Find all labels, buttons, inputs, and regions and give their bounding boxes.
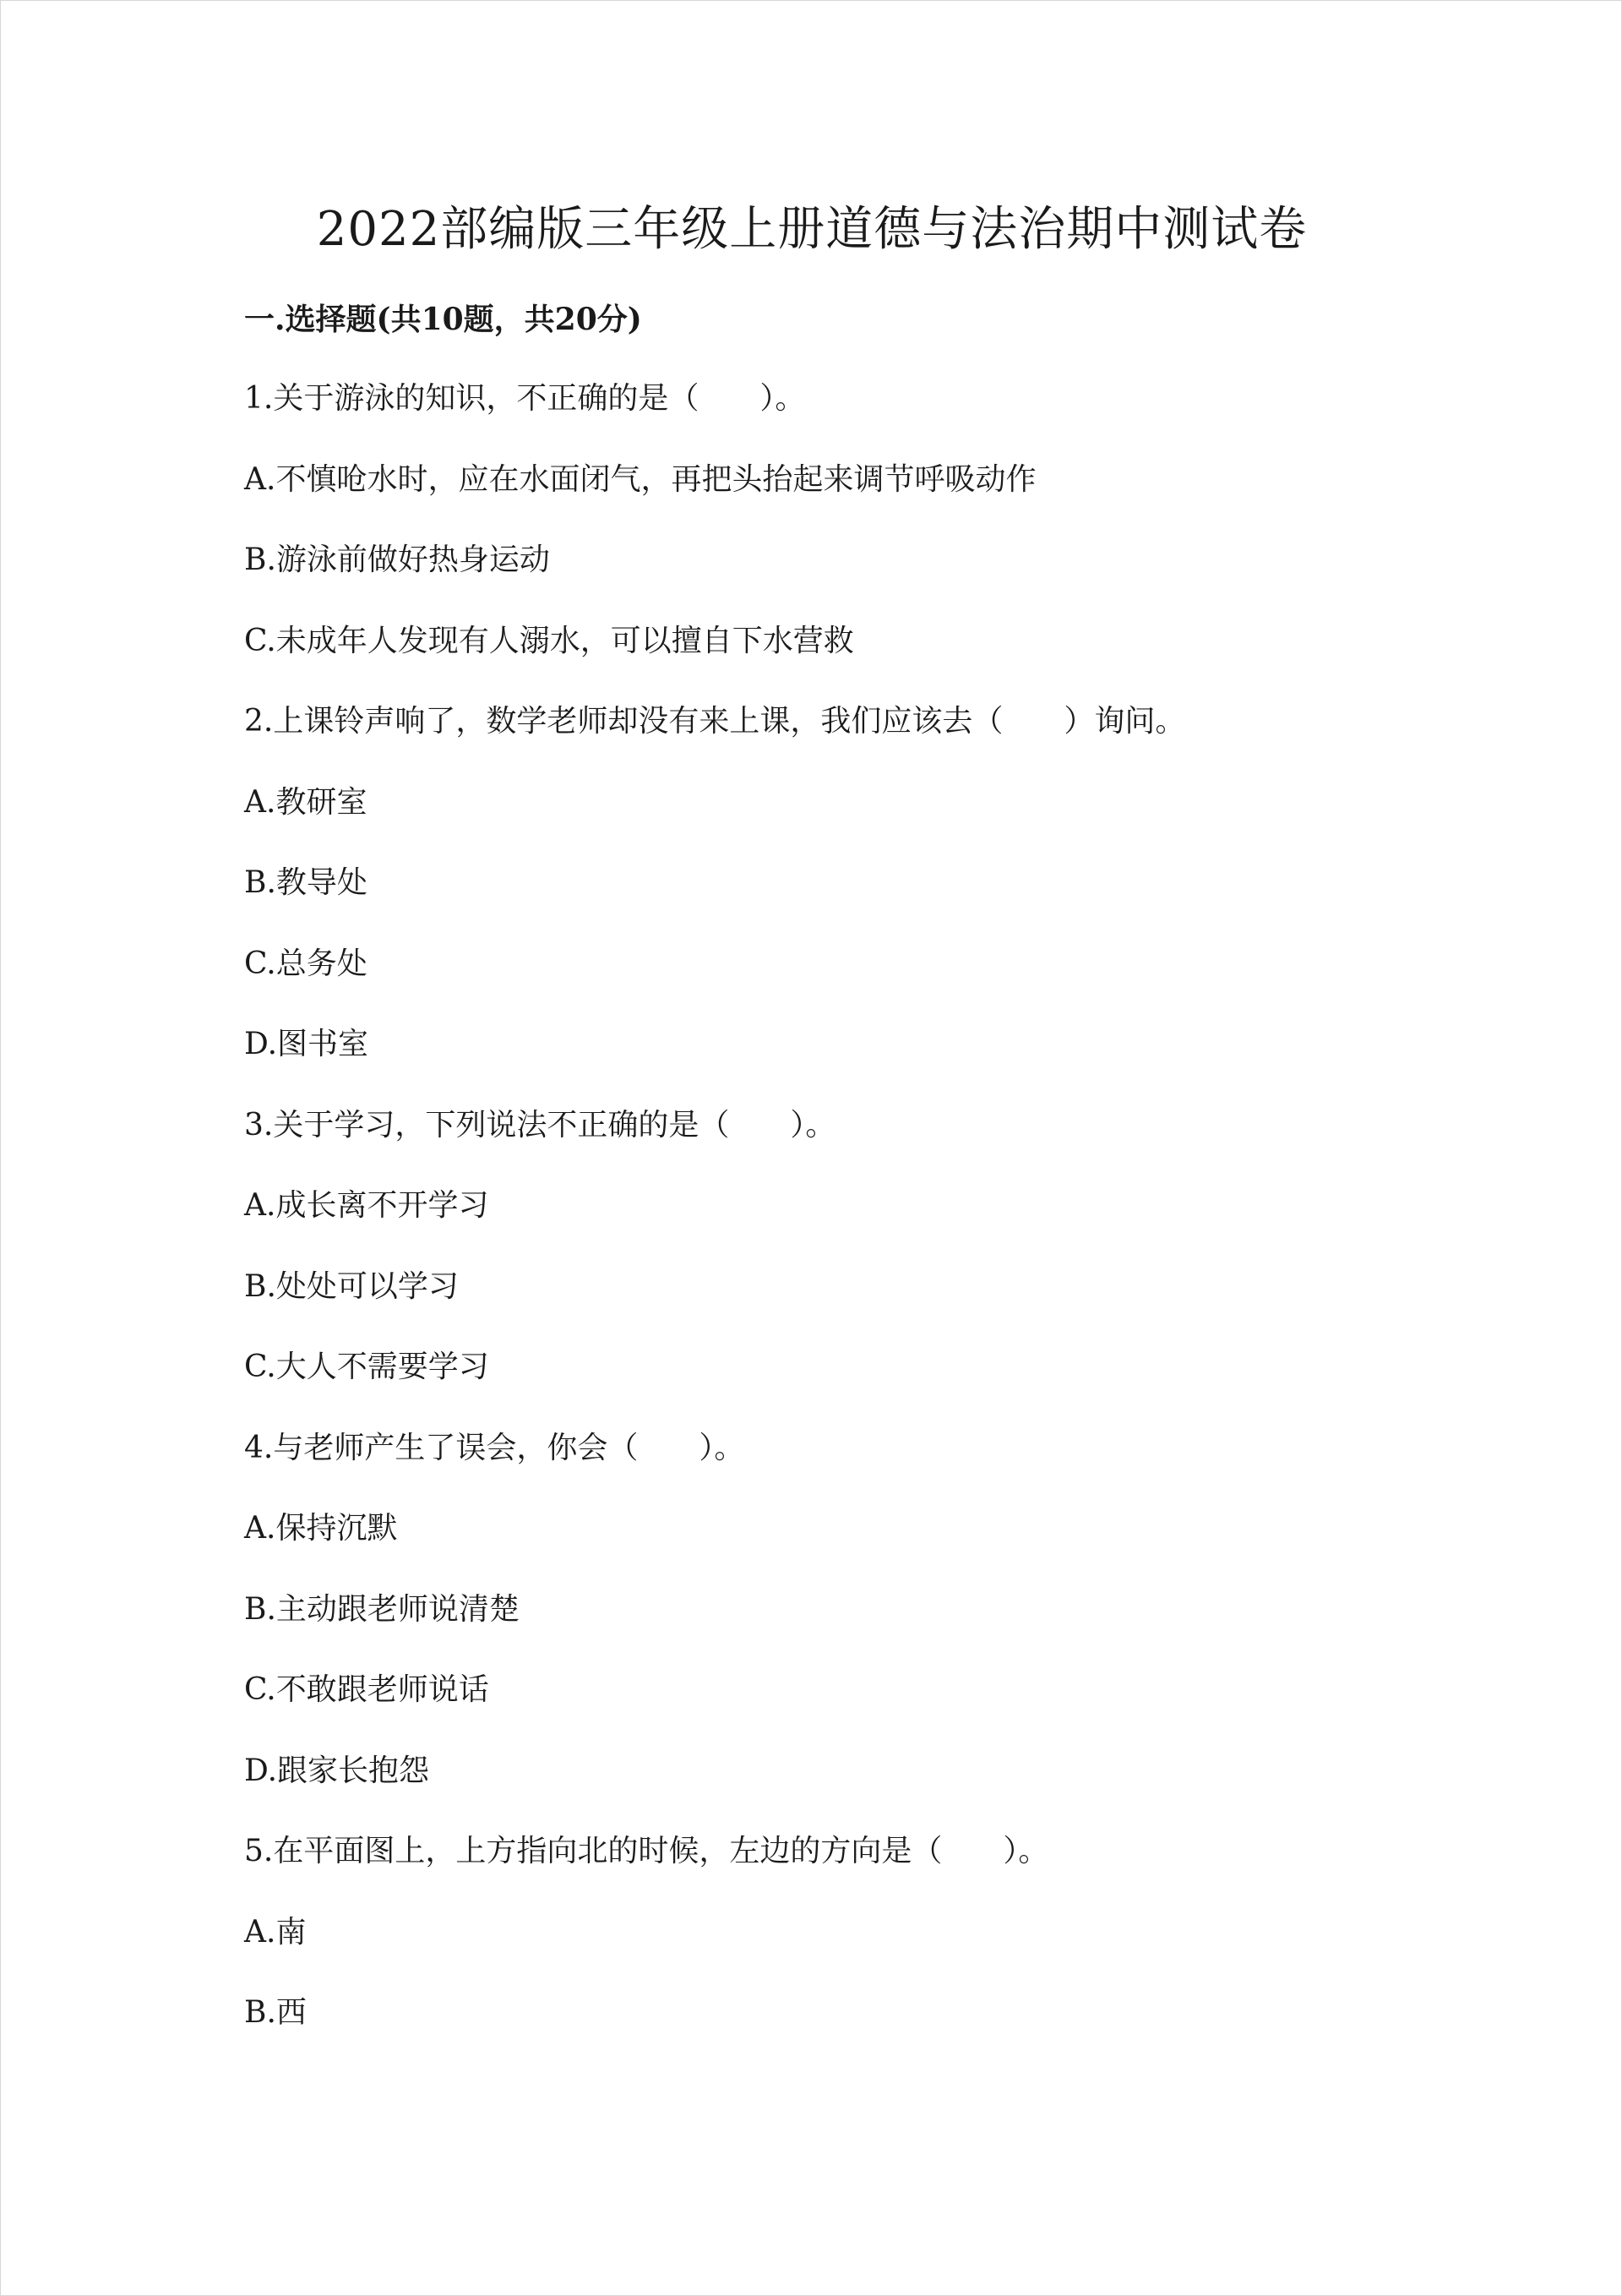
- question-1-option-c: C.未成年人发现有人溺水，可以擅自下水营救: [244, 623, 854, 658]
- question-5: 5.在平面图上，上方指向北的时候，左边的方向是（ ）。: [244, 1834, 1049, 1868]
- question-5-option-a: A.南: [244, 1914, 307, 1950]
- question-4: 4.与老师产生了误会，你会（ ）。: [244, 1430, 745, 1465]
- question-2-option-b: B.教导处: [244, 865, 367, 900]
- question-3: 3.关于学习，下列说法不正确的是（ ）。: [244, 1107, 836, 1143]
- question-2-option-a: A.教研室: [244, 784, 367, 820]
- document-title: 2022部编版三年级上册道德与法治期中测试卷: [316, 202, 1308, 257]
- question-2-option-d: D.图书室: [244, 1027, 369, 1061]
- question-1-option-b: B.游泳前做好热身运动: [244, 543, 550, 577]
- question-3-option-c: C.大人不需要学习: [244, 1350, 489, 1384]
- question-list: [244, 377, 1511, 2072]
- question-5-option-b: B.西: [244, 1995, 307, 2030]
- question-1: 1.关于游泳的知识，不正确的是（ ）。: [244, 381, 806, 416]
- question-4-option-d: D.跟家长抱怨: [244, 1753, 430, 1788]
- question-4-option-a: A.保持沉默: [244, 1511, 398, 1546]
- question-4-option-c: C.不敢跟老师说话: [244, 1672, 489, 1707]
- question-3-option-a: A.成长离不开学习: [244, 1188, 489, 1223]
- section-heading: 一.选择题(共10题，共20分): [244, 302, 642, 337]
- question-2-option-c: C.总务处: [244, 946, 367, 981]
- question-1-option-a: A.不慎呛水时，应在水面闭气，再把头抬起来调节呼吸动作: [244, 461, 1037, 497]
- question-2: 2.上课铃声响了，数学老师却没有来上课，我们应该去（ ）询问。: [244, 704, 1186, 739]
- question-3-option-b: B.处处可以学习: [244, 1268, 459, 1304]
- question-4-option-b: B.主动跟老师说清楚: [244, 1591, 520, 1627]
